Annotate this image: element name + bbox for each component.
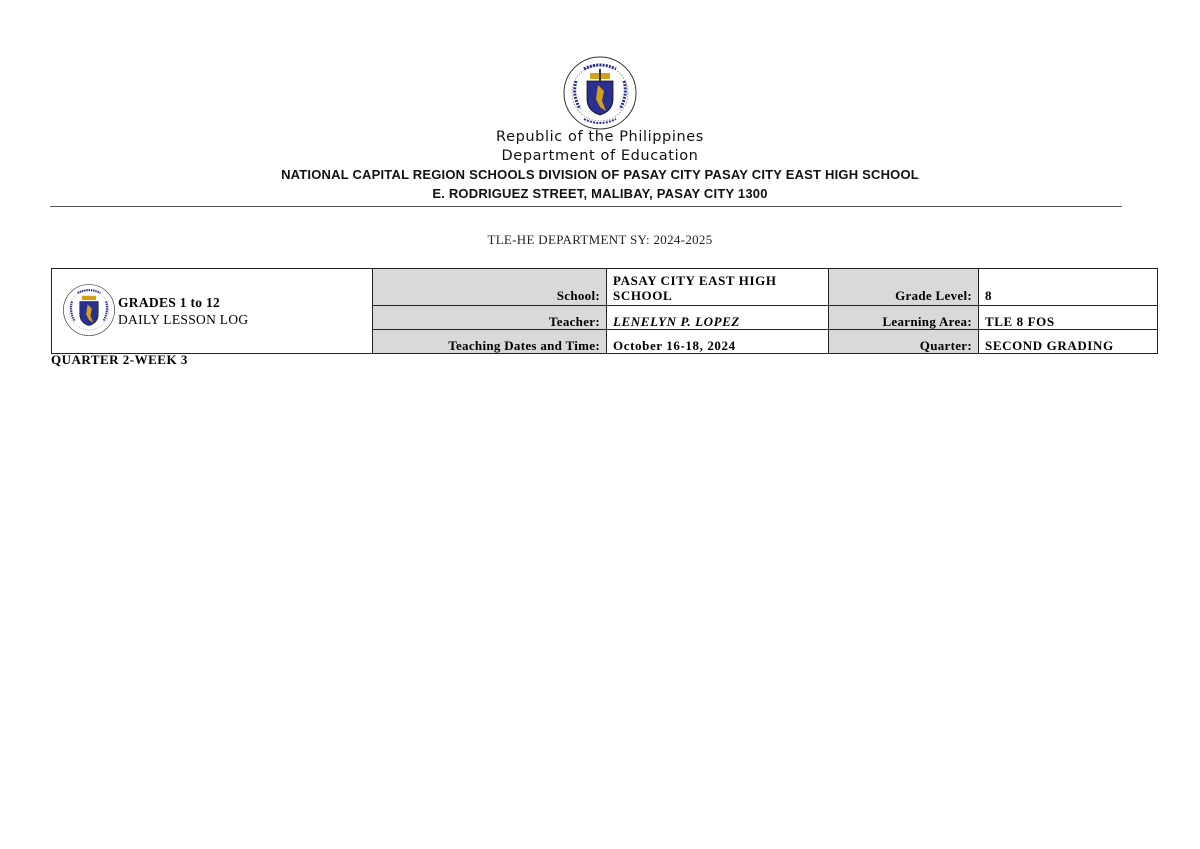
- grade-level-label: Grade Level:: [829, 269, 979, 306]
- region-school-heading: NATIONAL CAPITAL REGION SCHOOLS DIVISION OF PASAY CITY PASAY CITY EAST HIGH SCHOOL: [281, 167, 919, 182]
- school-label: School:: [373, 269, 607, 306]
- quarter-week-heading: QUARTER 2-WEEK 3: [51, 352, 188, 367]
- republic-heading: Republic of the Philippines: [496, 129, 704, 145]
- dll-brand-cell: [52, 269, 373, 354]
- teacher-label: Teacher:: [373, 306, 607, 330]
- learning-area-value: TLE 8 FOS: [979, 306, 1158, 330]
- grade-level-value: 8: [979, 269, 1158, 306]
- teaching-dates-label: Teaching Dates and Time:: [373, 330, 607, 354]
- quarter-value: SECOND GRADING: [979, 330, 1158, 354]
- teacher-value: LENELYN P. LOPEZ: [607, 306, 829, 330]
- department-heading: Department of Education: [501, 148, 699, 164]
- school-address: E. RODRIGUEZ STREET, MALIBAY, PASAY CITY 1300: [432, 186, 768, 201]
- header-divider: [50, 206, 1122, 207]
- department-school-year: TLE-HE DEPARTMENT SY: 2024-2025: [487, 232, 713, 247]
- dll-grades-label: GRADES 1 to 12: [118, 295, 221, 310]
- quarter-label: Quarter:: [829, 330, 979, 354]
- teaching-dates-value: October 16-18, 2024: [607, 330, 829, 354]
- learning-area-label: Learning Area:: [829, 306, 979, 330]
- lesson-log-info-table: [51, 268, 1158, 354]
- dll-title: DAILY LESSON LOG: [118, 312, 249, 327]
- school-value: PASAY CITY EAST HIGH SCHOOL: [607, 269, 829, 306]
- deped-seal-icon: [562, 55, 638, 131]
- table-row: [52, 269, 1158, 306]
- deped-seal-icon: [62, 283, 116, 337]
